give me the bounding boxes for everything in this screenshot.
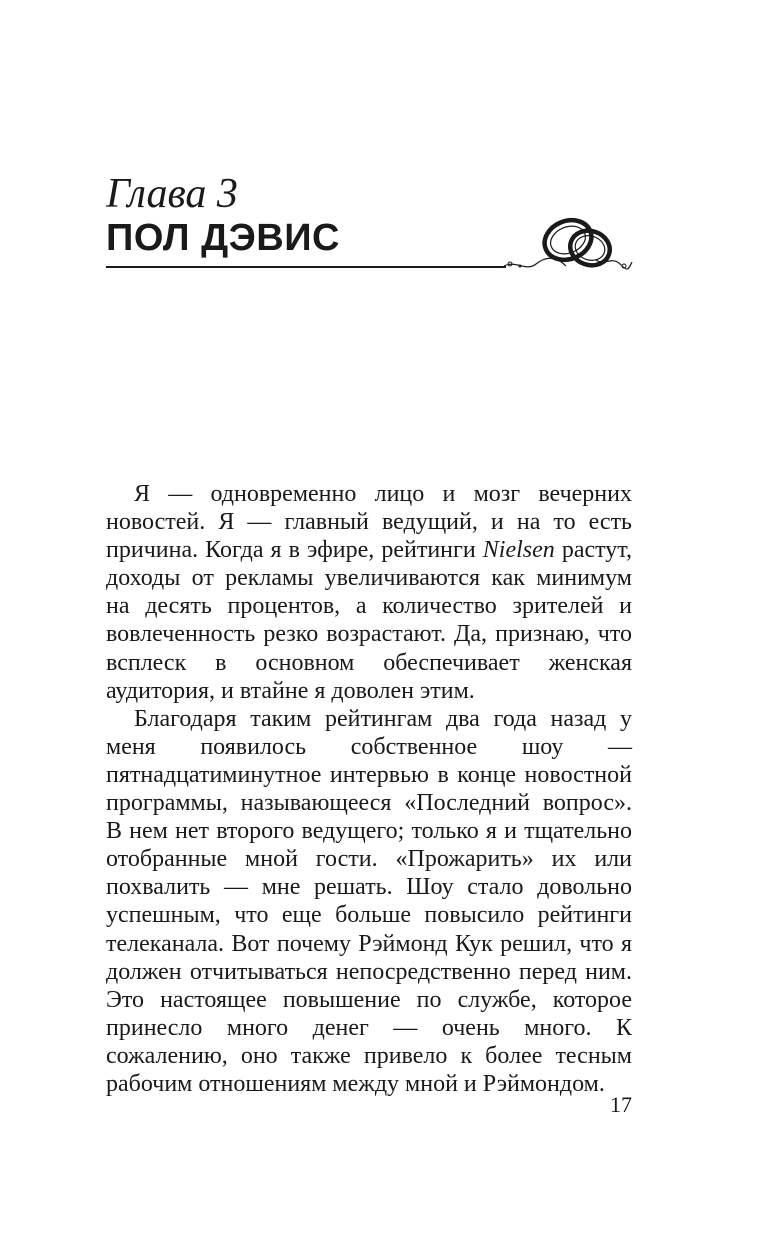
chapter-body <box>106 480 632 1098</box>
chapter-number: Глава 3 <box>106 171 238 217</box>
page-number: 17 <box>610 1092 632 1117</box>
wedding-rings-icon <box>496 200 636 290</box>
paragraph <box>106 480 632 705</box>
chapter-title: ПОЛ ДЭВИС <box>106 217 340 259</box>
paragraph-text: Я — одновременно лицо и мозг вечерних новостей. Я — главный ведущий, и на то есть причина. Когда я в эфире, рейтинги <box>106 481 632 564</box>
chapter-title-rule <box>106 266 506 268</box>
brand-name: Nielsen <box>482 537 555 564</box>
paragraph: Благодаря таким рейтингам два года назад у меня появилось собственное шоу — пятнадцатиминутное интервью в конце новостной программы, называющееся «Последний вопрос». В нем нет второго ведущего; только я и тщательно отобранные мной гости. «Прожарить» их или похвалить — мне решать. Шоу стало довольно успешным, что еще больше повысило рейтинги телеканала. Вот почему Рэймонд Кук решил, что я должен отчитываться непосредственно перед ним. Это настоящее повышение по службе, которое принесло много денег — очень много. К сожалению, оно также привело к более тесным рабочим отношениям между мной и Рэймондом. <box>106 705 632 1097</box>
paragraph-text: растут, доходы от рекламы увеличиваются как минимум на десять процентов, а количество зрителей и вовлеченность резко возрастают. Да, признаю, что всплеск в основном обеспечивает женская аудитория, и втайне я доволен этим. <box>106 537 632 704</box>
